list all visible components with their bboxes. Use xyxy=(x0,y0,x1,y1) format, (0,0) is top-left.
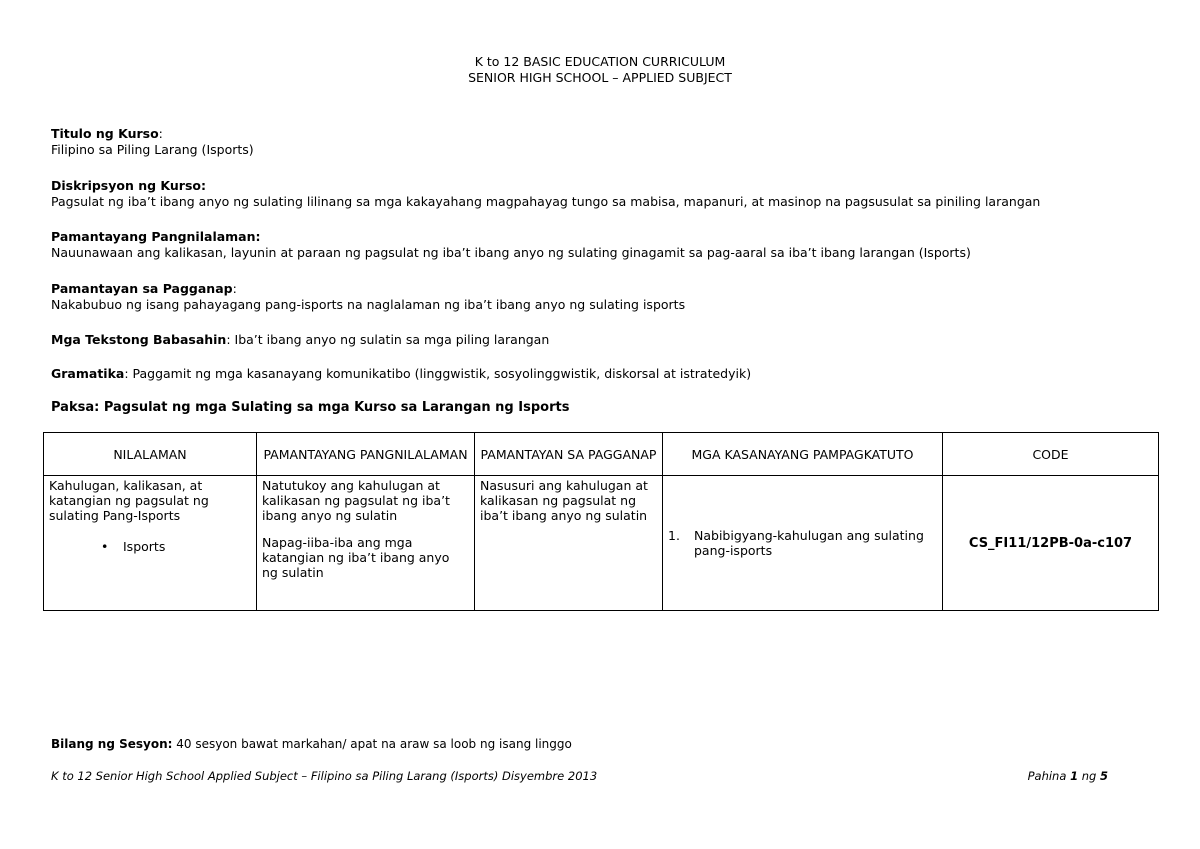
sesyon-text: 40 sesyon bawat markahan/ apat na araw sa loob ng isang linggo xyxy=(172,737,572,751)
pangnilalaman-text-1: Natutukoy ang kahulugan at kalikasan ng pagsulat ng iba’t ibang anyo ng sulatin xyxy=(262,478,450,523)
kasanayan-number: 1. xyxy=(668,528,680,543)
sesyon-line xyxy=(51,737,572,751)
bullet-icon: • xyxy=(101,539,109,554)
page-number xyxy=(1028,769,1108,783)
teksto-label: Mga Tekstong Babasahin xyxy=(51,332,227,347)
header-mga-kasanayan: MGA KASANAYANG PAMPAGKATUTO xyxy=(663,433,943,476)
gramatika-text: : Paggamit ng mga kasanayang komunikatibo (linggwistik, sosyolinggwistik, diskorsal at istratedyik) xyxy=(124,366,752,381)
pangnilalaman-section xyxy=(51,229,1151,261)
header-line-2: SENIOR HIGH SCHOOL – APPLIED SUBJECT xyxy=(468,70,732,85)
gramatika-section xyxy=(51,366,1151,382)
cell-kasanayan xyxy=(663,476,943,611)
document-footer xyxy=(51,769,1108,783)
header-line-1: K to 12 BASIC EDUCATION CURRICULUM xyxy=(474,54,726,69)
of-word: ng xyxy=(1078,769,1100,783)
pangnilalaman-text-2: Napag-iiba-iba ang mga katangian ng iba’t ibang anyo ng sulatin xyxy=(262,535,450,580)
pagganap-label: Pamantayan sa Pagganap xyxy=(51,281,233,296)
pagganap-colon: : xyxy=(232,281,237,296)
pagganap-section xyxy=(51,281,1151,313)
titulo-label: Titulo ng Kurso xyxy=(51,126,159,141)
table-header-row xyxy=(44,433,1159,476)
titulo-section xyxy=(51,126,1151,158)
pangnilalaman-text: Nauunawaan ang kalikasan, layunin at paraan ng pagsulat ng iba’t ibang anyo ng sulating ginagamit sa pag-aaral sa iba’t ibang larangan (Isports) xyxy=(51,245,971,260)
kasanayan-text: Nabibigyang-kahulugan ang sulating pang-isports xyxy=(694,528,924,558)
page-word: Pahina xyxy=(1027,769,1071,783)
header-code: CODE xyxy=(943,433,1159,476)
header-pamantayang-pangnilalaman: PAMANTAYANG PANGNILALAMAN xyxy=(257,433,475,476)
pagganap-text: Nakabubuo ng isang pahayagang pang-isports na naglalaman ng iba’t ibang anyo ng sulating isports xyxy=(51,297,686,312)
sesyon-label: Bilang ng Sesyon: xyxy=(51,737,173,751)
gramatika-label: Gramatika xyxy=(51,366,125,381)
curriculum-table xyxy=(43,432,1159,611)
header-nilalaman: NILALAMAN xyxy=(44,433,257,476)
cell-pangnilalaman xyxy=(257,476,475,611)
document-header xyxy=(0,54,1200,86)
teksto-section xyxy=(51,332,1151,348)
footer-left-text: K to 12 Senior High School Applied Subject – Filipino sa Piling Larang (Isports) Disyembre 2013 xyxy=(51,769,598,783)
cell-code: CS_FI11/12PB-0a-c107 xyxy=(943,476,1159,611)
pagganap-cell-text: Nasusuri ang kahulugan at kalikasan ng pagsulat ng iba’t ibang anyo ng sulatin xyxy=(480,478,648,523)
diskripsyon-section xyxy=(51,178,1151,210)
teksto-text: : Iba’t ibang anyo ng sulatin sa mga piling larangan xyxy=(226,332,550,347)
page-current: 1 xyxy=(1070,769,1079,783)
titulo-text: Filipino sa Piling Larang (Isports) xyxy=(51,142,254,157)
cell-pagganap xyxy=(475,476,663,611)
header-pamantayan-sa-pagganap: PAMANTAYAN SA PAGGANAP xyxy=(475,433,663,476)
page-total: 5 xyxy=(1099,769,1108,783)
table-row xyxy=(44,476,1159,611)
paksa-label: Paksa: Pagsulat ng mga Sulating sa mga Kurso sa Larangan ng Isports xyxy=(51,400,570,415)
nilalaman-text: Kahulugan, kalikasan, at katangian ng pagsulat ng sulating Pang-Isports xyxy=(49,478,209,523)
diskripsyon-text: Pagsulat ng iba’t ibang anyo ng sulating lilinang sa mga kakayahang magpahayag tungo sa mabisa, mapanuri, at masinop na pagsusulat sa piniling larangan xyxy=(51,194,1041,209)
titulo-colon: : xyxy=(158,126,163,141)
diskripsyon-label: Diskripsyon ng Kurso: xyxy=(51,178,206,193)
pangnilalaman-label: Pamantayang Pangnilalaman: xyxy=(51,229,261,244)
cell-nilalaman xyxy=(44,476,257,611)
paksa-section xyxy=(51,400,1151,416)
nilalaman-bullet: Isports xyxy=(123,539,166,554)
